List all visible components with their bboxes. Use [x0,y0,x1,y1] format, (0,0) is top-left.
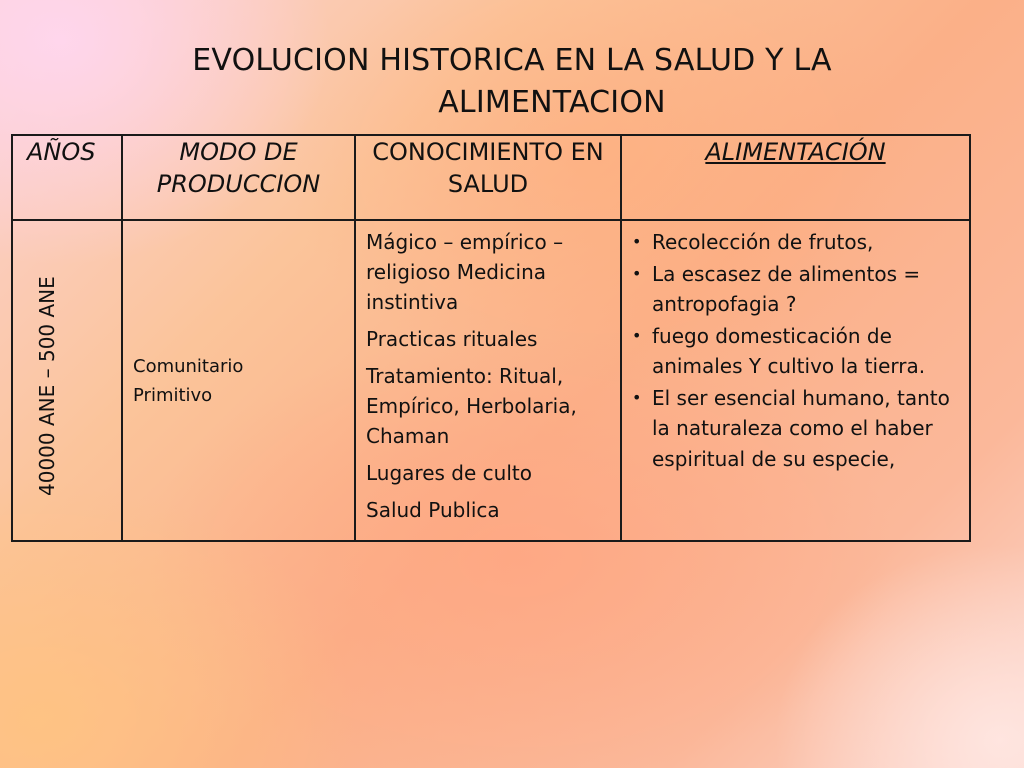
knowledge-item: Mágico – empírico – religioso Medicina instintiva [366,230,564,314]
food-list [630,227,961,474]
table-row [12,220,970,541]
header-production-mode: MODO DE PRODUCCION [122,135,355,220]
knowledge-item: Practicas rituales [366,327,538,351]
food-item [630,321,961,382]
food-cell [621,220,970,541]
history-table [11,134,971,542]
food-item-text: La escasez de alimentos = antropofagia ? [652,261,921,316]
knowledge-item: Salud Publica [366,498,500,522]
bullet-icon: • [632,387,642,407]
bullet-icon: • [632,325,642,345]
header-food-label: ALIMENTACIÓN [705,138,886,166]
table-header-row [12,135,970,220]
slide-title [40,40,984,124]
food-item-text: El ser esencial humano, tanto la naturaleza como el haber espiritual de su especie, [652,385,950,471]
bullet-icon: • [632,263,642,283]
food-item-text: Recolección de frutos, [652,230,874,254]
production-mode-cell [122,220,355,541]
food-item-text: fuego domesticación de animales Y cultivo la tierra. [652,323,926,378]
years-cell [12,220,122,541]
production-mode-line: Comunitario [133,355,244,377]
header-health-knowledge: CONOCIMIENTO EN SALUD [355,135,621,220]
health-knowledge-cell [355,220,621,541]
years-range: 40000 ANE – 500 ANE [35,276,59,496]
header-years: AÑOS [12,135,122,220]
food-item [630,259,961,320]
slide-title-line-1: EVOLUCION HISTORICA EN LA SALUD Y LA [192,43,832,78]
header-food [621,135,970,220]
food-item [630,227,961,258]
bullet-icon: • [632,232,642,251]
food-item [630,383,961,475]
slide-title-line-2: ALIMENTACION [438,85,666,120]
knowledge-item: Lugares de culto [366,461,532,485]
production-mode-line: Primitivo [133,384,213,406]
knowledge-item: Tratamiento: Ritual, Empírico, Herbolaria, Chaman [366,364,577,448]
